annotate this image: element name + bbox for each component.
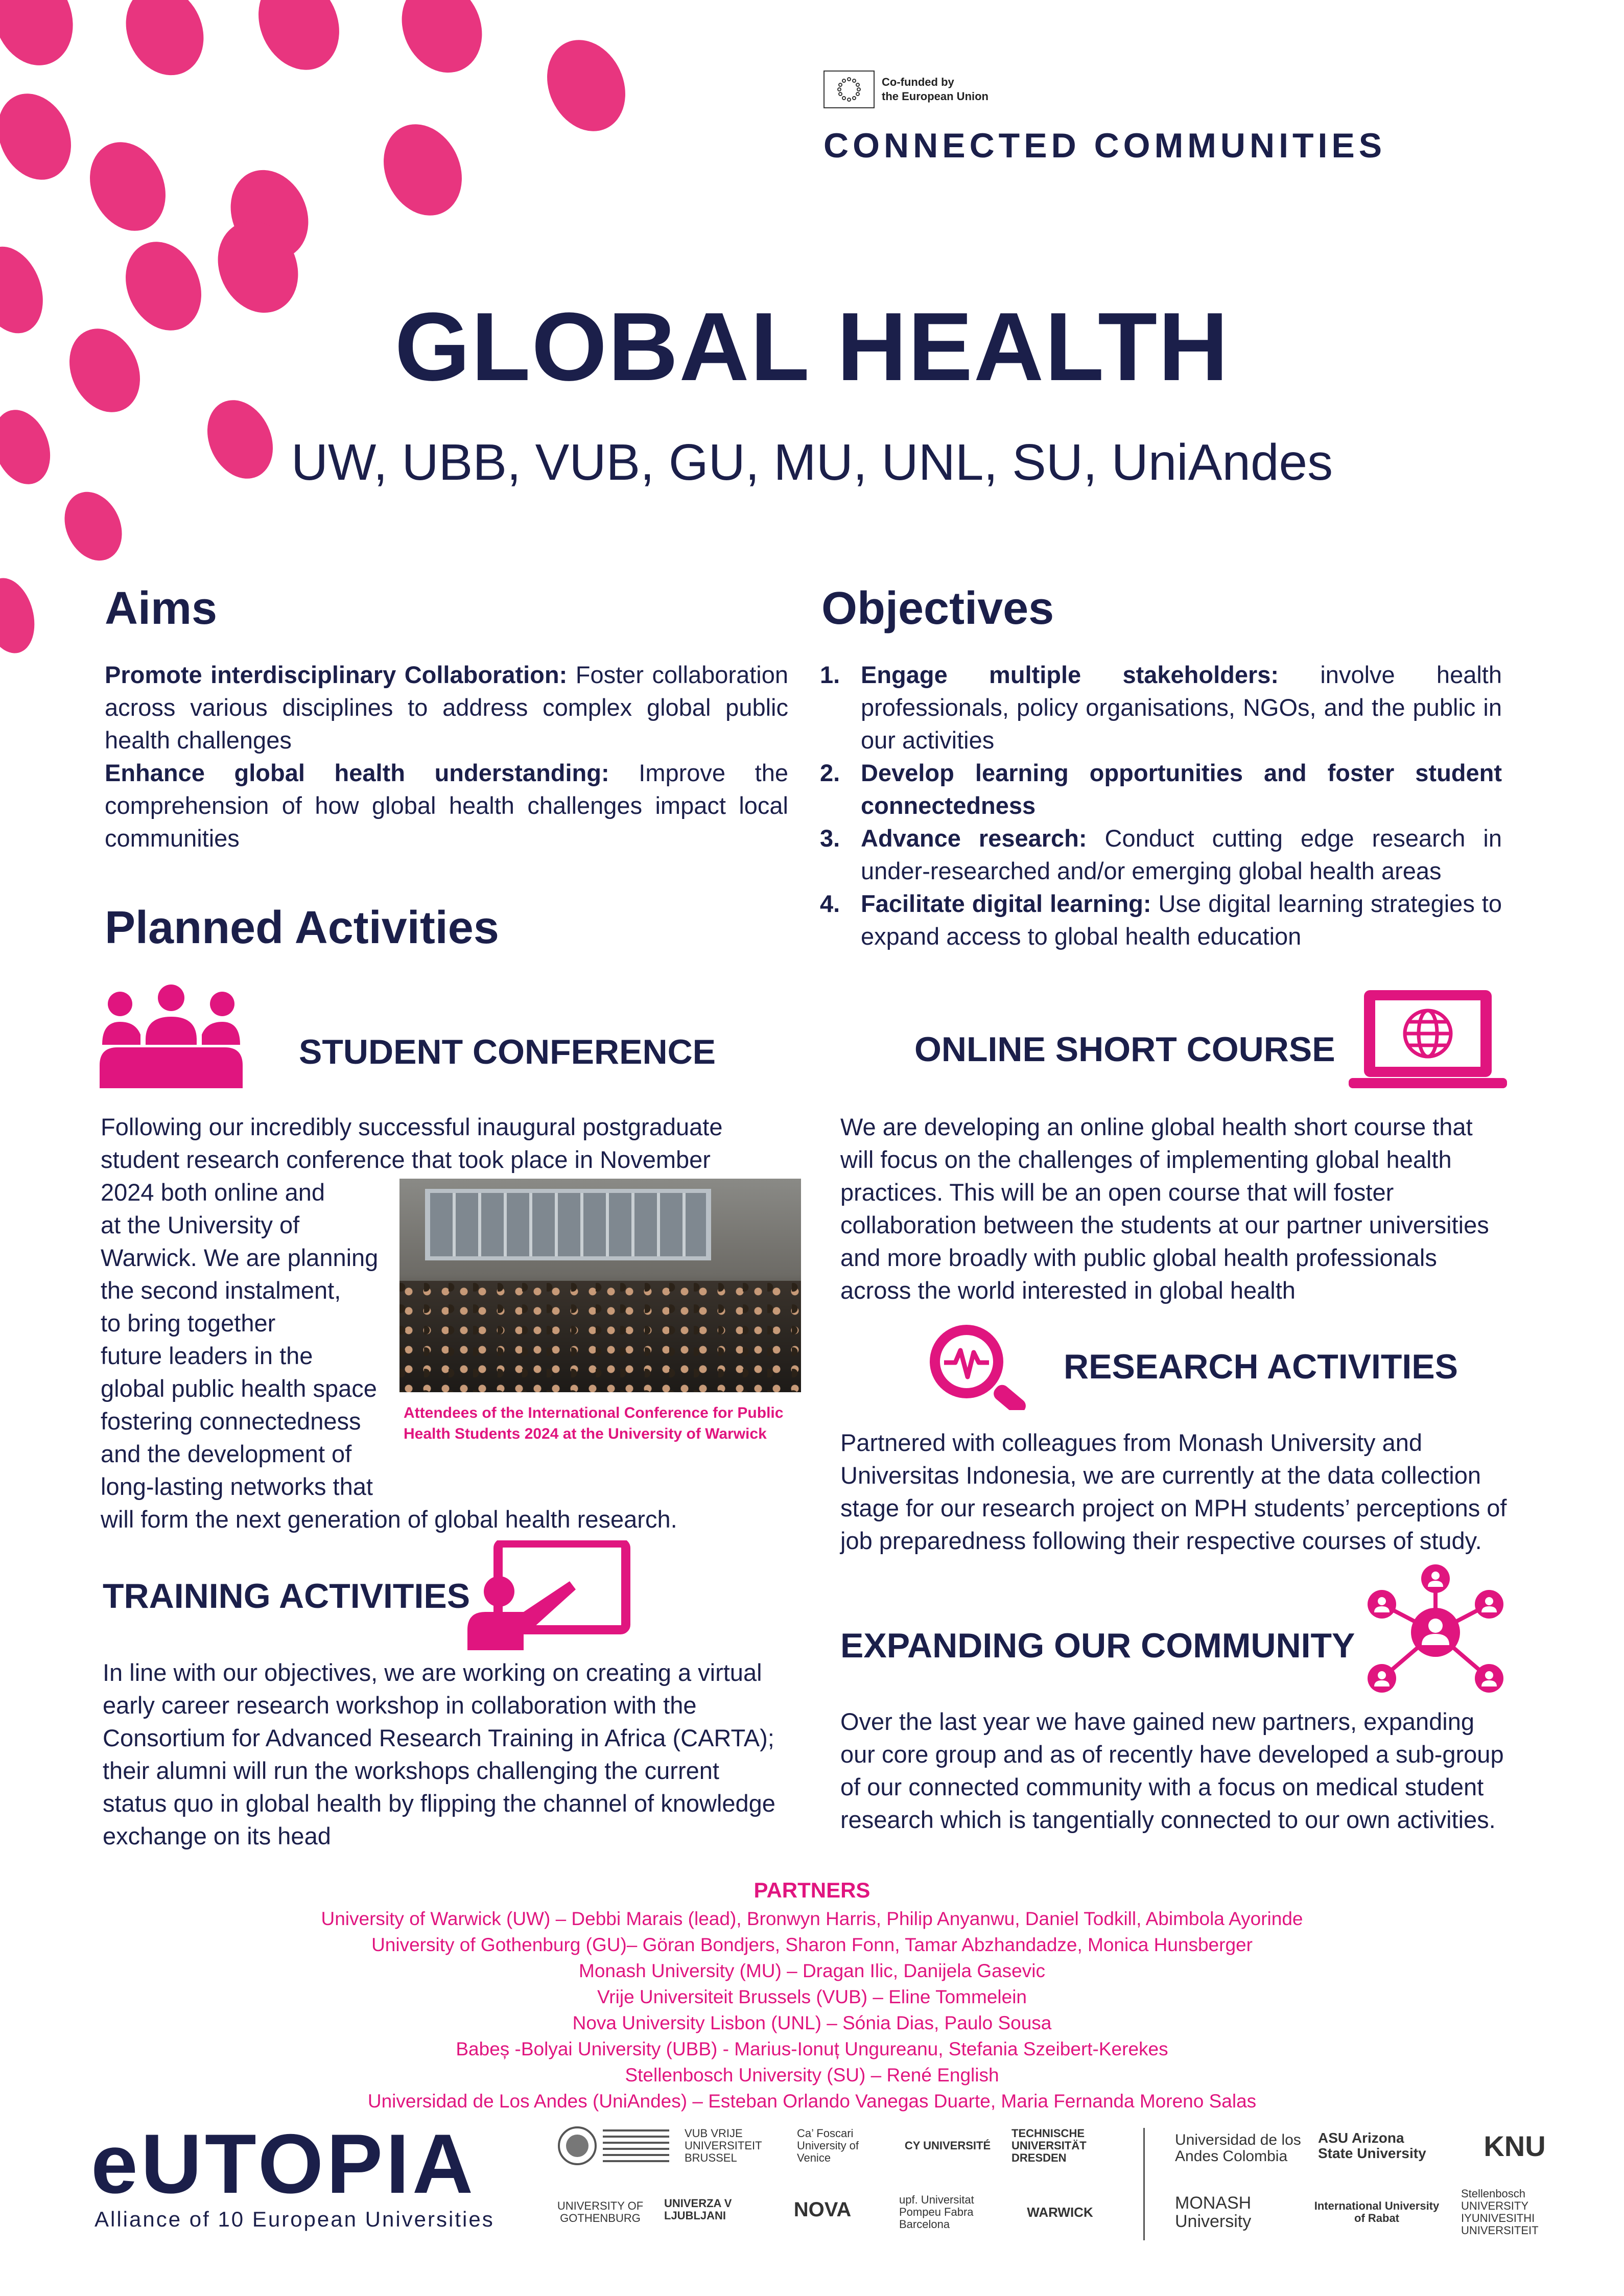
partner-line: Vrije Universiteit Brussels (VUB) – Eline Tommelein bbox=[597, 1986, 1027, 2007]
research-text: Partnered with colleagues from Monash University and Universitas Indonesia, we are currently at the data collection stage for our research project on MPH students’ perceptions of job preparedness following their respective courses of study. bbox=[840, 1429, 1507, 1554]
partner-line: Universidad de Los Andes (UniAndes) – Esteban Orlando Vanegas Duarte, Maria Fernanda Moreno Salas bbox=[367, 2091, 1257, 2112]
logo-rabat: International University of Rabat bbox=[1314, 2199, 1440, 2224]
text-line: Warwick. We are planning bbox=[101, 1244, 379, 1271]
aims-list bbox=[105, 659, 788, 855]
network-people-icon bbox=[1361, 1563, 1510, 1701]
objective-text: Use digital learning strategies to expand access to global health education bbox=[861, 890, 1502, 950]
objective-item bbox=[820, 822, 1502, 887]
partner-line: Monash University (MU) – Dragan Ilic, Danijela Gasevic bbox=[579, 1960, 1045, 1981]
objective-number: 4. bbox=[820, 890, 840, 917]
text-line: to bring together bbox=[101, 1309, 276, 1337]
objectives-heading: Objectives bbox=[821, 583, 1054, 634]
eutopia-tagline: Alliance of 10 European Universities bbox=[95, 2207, 495, 2231]
text-line: student research conference that took place in November bbox=[101, 1146, 711, 1173]
logo-warwick: WARWICK bbox=[1027, 2204, 1093, 2220]
expanding-text: Over the last year we have gained new partners, expanding our core group and as of recently have developed a sub-group of our connected community with a focus on medical student research which is tangentially connected to our own activities. bbox=[840, 1708, 1504, 1833]
text-line: and the development of bbox=[101, 1440, 352, 1467]
text-line: the second instalment, bbox=[101, 1277, 341, 1304]
objective-title: Advance research: bbox=[861, 825, 1087, 852]
logo-vub: VUB VRIJE UNIVERSITEIT BRUSSEL bbox=[685, 2127, 762, 2164]
research-title: RESEARCH ACTIVITIES bbox=[1064, 1347, 1458, 1386]
logo-uniandes: Universidad de los Andes Colombia bbox=[1175, 2131, 1301, 2165]
aim-item bbox=[105, 757, 788, 855]
objective-title: Facilitate digital learning: bbox=[861, 890, 1151, 917]
objective-number: 2. bbox=[820, 759, 840, 786]
objective-title: Engage multiple stakeholders: bbox=[861, 661, 1279, 688]
objective-number: 1. bbox=[820, 661, 840, 688]
university-seal-icon bbox=[557, 2125, 598, 2166]
teacher-board-icon bbox=[467, 1540, 631, 1650]
footer-divider bbox=[1143, 2128, 1145, 2240]
logo-monash: MONASH University bbox=[1175, 2193, 1252, 2231]
seal-text-lines bbox=[603, 2129, 669, 2162]
partner-line: University of Gothenburg (GU)– Göran Bondjers, Sharon Fonn, Tamar Abzhandadze, Monica Hunsberger bbox=[371, 1934, 1253, 1955]
text-line: at the University of bbox=[101, 1211, 300, 1238]
magnifier-pulse-icon bbox=[925, 1321, 1034, 1410]
aim-item bbox=[105, 659, 788, 757]
logo-gothenburg: UNIVERSITY OF GOTHENBURG bbox=[557, 2199, 644, 2224]
text-line: 2024 both online and bbox=[101, 1179, 325, 1206]
online-course-text: We are developing an online global health short course that will focus on the challenges of implementing global health practices. This will be an open course that will foster collaboration between the students at our partner universities and more broadly with public global health professionals across the world interested in global health bbox=[840, 1113, 1489, 1304]
planned-activities-heading: Planned Activities bbox=[105, 902, 499, 953]
objective-title: Develop learning opportunities and foster student connectedness bbox=[861, 759, 1502, 819]
conference-photo bbox=[399, 1179, 801, 1392]
program-name: CONNECTED COMMUNITIES bbox=[823, 126, 1386, 165]
text-line: global public health space bbox=[101, 1375, 377, 1402]
partner-line: Stellenbosch University (SU) – René English bbox=[625, 2065, 999, 2086]
text-line: fostering connectedness bbox=[101, 1408, 361, 1435]
eu-label-line1: Co-funded by bbox=[882, 76, 954, 88]
logo-upf: upf. Universitat Pompeu Fabra Barcelona bbox=[899, 2193, 974, 2231]
objective-text: involve health professionals, policy organisations, NGOs, and the public in our activities bbox=[861, 661, 1502, 754]
partners-heading: PARTNERS bbox=[754, 1878, 870, 1902]
eutopia-logo: eUTOPIA bbox=[91, 2117, 477, 2211]
text-line: will form the next generation of global health research. bbox=[101, 1506, 677, 1533]
eu-logo bbox=[823, 71, 988, 108]
training-title: TRAINING ACTIVITIES bbox=[103, 1577, 470, 1615]
logo-tu-dresden: TECHNISCHE UNIVERSITÄT DRESDEN bbox=[1011, 2127, 1087, 2164]
training-text: In line with our objectives, we are working on creating a virtual early career research workshop in collaboration with the Consortium for Advanced Research Training in Africa (CARTA); their alumni will run the workshops challenging the current status quo in global health by flipping the channel of knowledge exchange on its head bbox=[103, 1659, 775, 1849]
logo-stellenbosch: Stellenbosch UNIVERSITY IYUNIVESITHI UNIVERSITEIT bbox=[1461, 2187, 1539, 2237]
text-line: future leaders in the bbox=[101, 1342, 313, 1369]
aim-item-title: Enhance global health understanding: bbox=[105, 759, 609, 786]
logo-knu: KNU bbox=[1484, 2129, 1546, 2162]
laptop-globe-icon bbox=[1349, 986, 1507, 1091]
student-conference-title: STUDENT CONFERENCE bbox=[299, 1033, 716, 1071]
expanding-title: EXPANDING OUR COMMUNITY bbox=[840, 1626, 1355, 1665]
logo-ljubljana: UNIVERZA V LJUBLJANI bbox=[664, 2197, 732, 2222]
online-course-title: ONLINE SHORT COURSE bbox=[914, 1030, 1335, 1069]
partner-line: University of Warwick (UW) – Debbi Marais (lead), Bronwyn Harris, Philip Anyanwu, Daniel Todkill, Abimbola Ayorinde bbox=[321, 1908, 1303, 1929]
text-line: long-lasting networks that bbox=[101, 1473, 373, 1500]
objectives-list bbox=[820, 659, 1502, 953]
aim-item-text: Improve the comprehension of how global health challenges impact local communities bbox=[105, 759, 788, 852]
partner-line: Nova University Lisbon (UNL) – Sónia Dias, Paulo Sousa bbox=[572, 2012, 1052, 2033]
page-title: GLOBAL HEALTH bbox=[394, 293, 1230, 401]
objective-item bbox=[820, 659, 1502, 757]
aim-item-text: Foster collaboration across various disciplines to address complex global public health challenges bbox=[105, 661, 788, 754]
aim-item-title: Promote interdisciplinary Collaboration: bbox=[105, 661, 568, 688]
objective-item bbox=[820, 757, 1502, 822]
partners-section bbox=[0, 1875, 1624, 2114]
logo-ca-foscari: Ca’ Foscari University of Venice bbox=[797, 2127, 859, 2164]
photo-caption: Attendees of the International Conference for Public Health Students 2024 at the University of Warwick bbox=[404, 1404, 784, 1442]
objective-text: Conduct cutting edge research in under-researched and/or emerging global health areas bbox=[861, 825, 1502, 884]
eu-flag-icon bbox=[823, 71, 875, 108]
page-subtitle: UW, UBB, VUB, GU, MU, UNL, SU, UniAndes bbox=[291, 434, 1333, 491]
text-line: Following our incredibly successful inaugural postgraduate bbox=[101, 1113, 723, 1140]
partner-line: Babeș -Bolyai University (UBB) - Marius-Ionuț Ungureanu, Stefania Szeibert-Kerekes bbox=[456, 2039, 1168, 2059]
logo-cy: CY UNIVERSITÉ bbox=[904, 2139, 991, 2152]
eu-label-line2: the European Union bbox=[882, 90, 988, 103]
logo-nova: NOVA bbox=[793, 2198, 852, 2221]
aims-heading: Aims bbox=[105, 583, 218, 634]
objective-number: 3. bbox=[820, 825, 840, 852]
logo-asu: ASU Arizona State University bbox=[1318, 2130, 1426, 2161]
people-group-icon bbox=[97, 983, 245, 1091]
objective-item bbox=[820, 887, 1502, 953]
